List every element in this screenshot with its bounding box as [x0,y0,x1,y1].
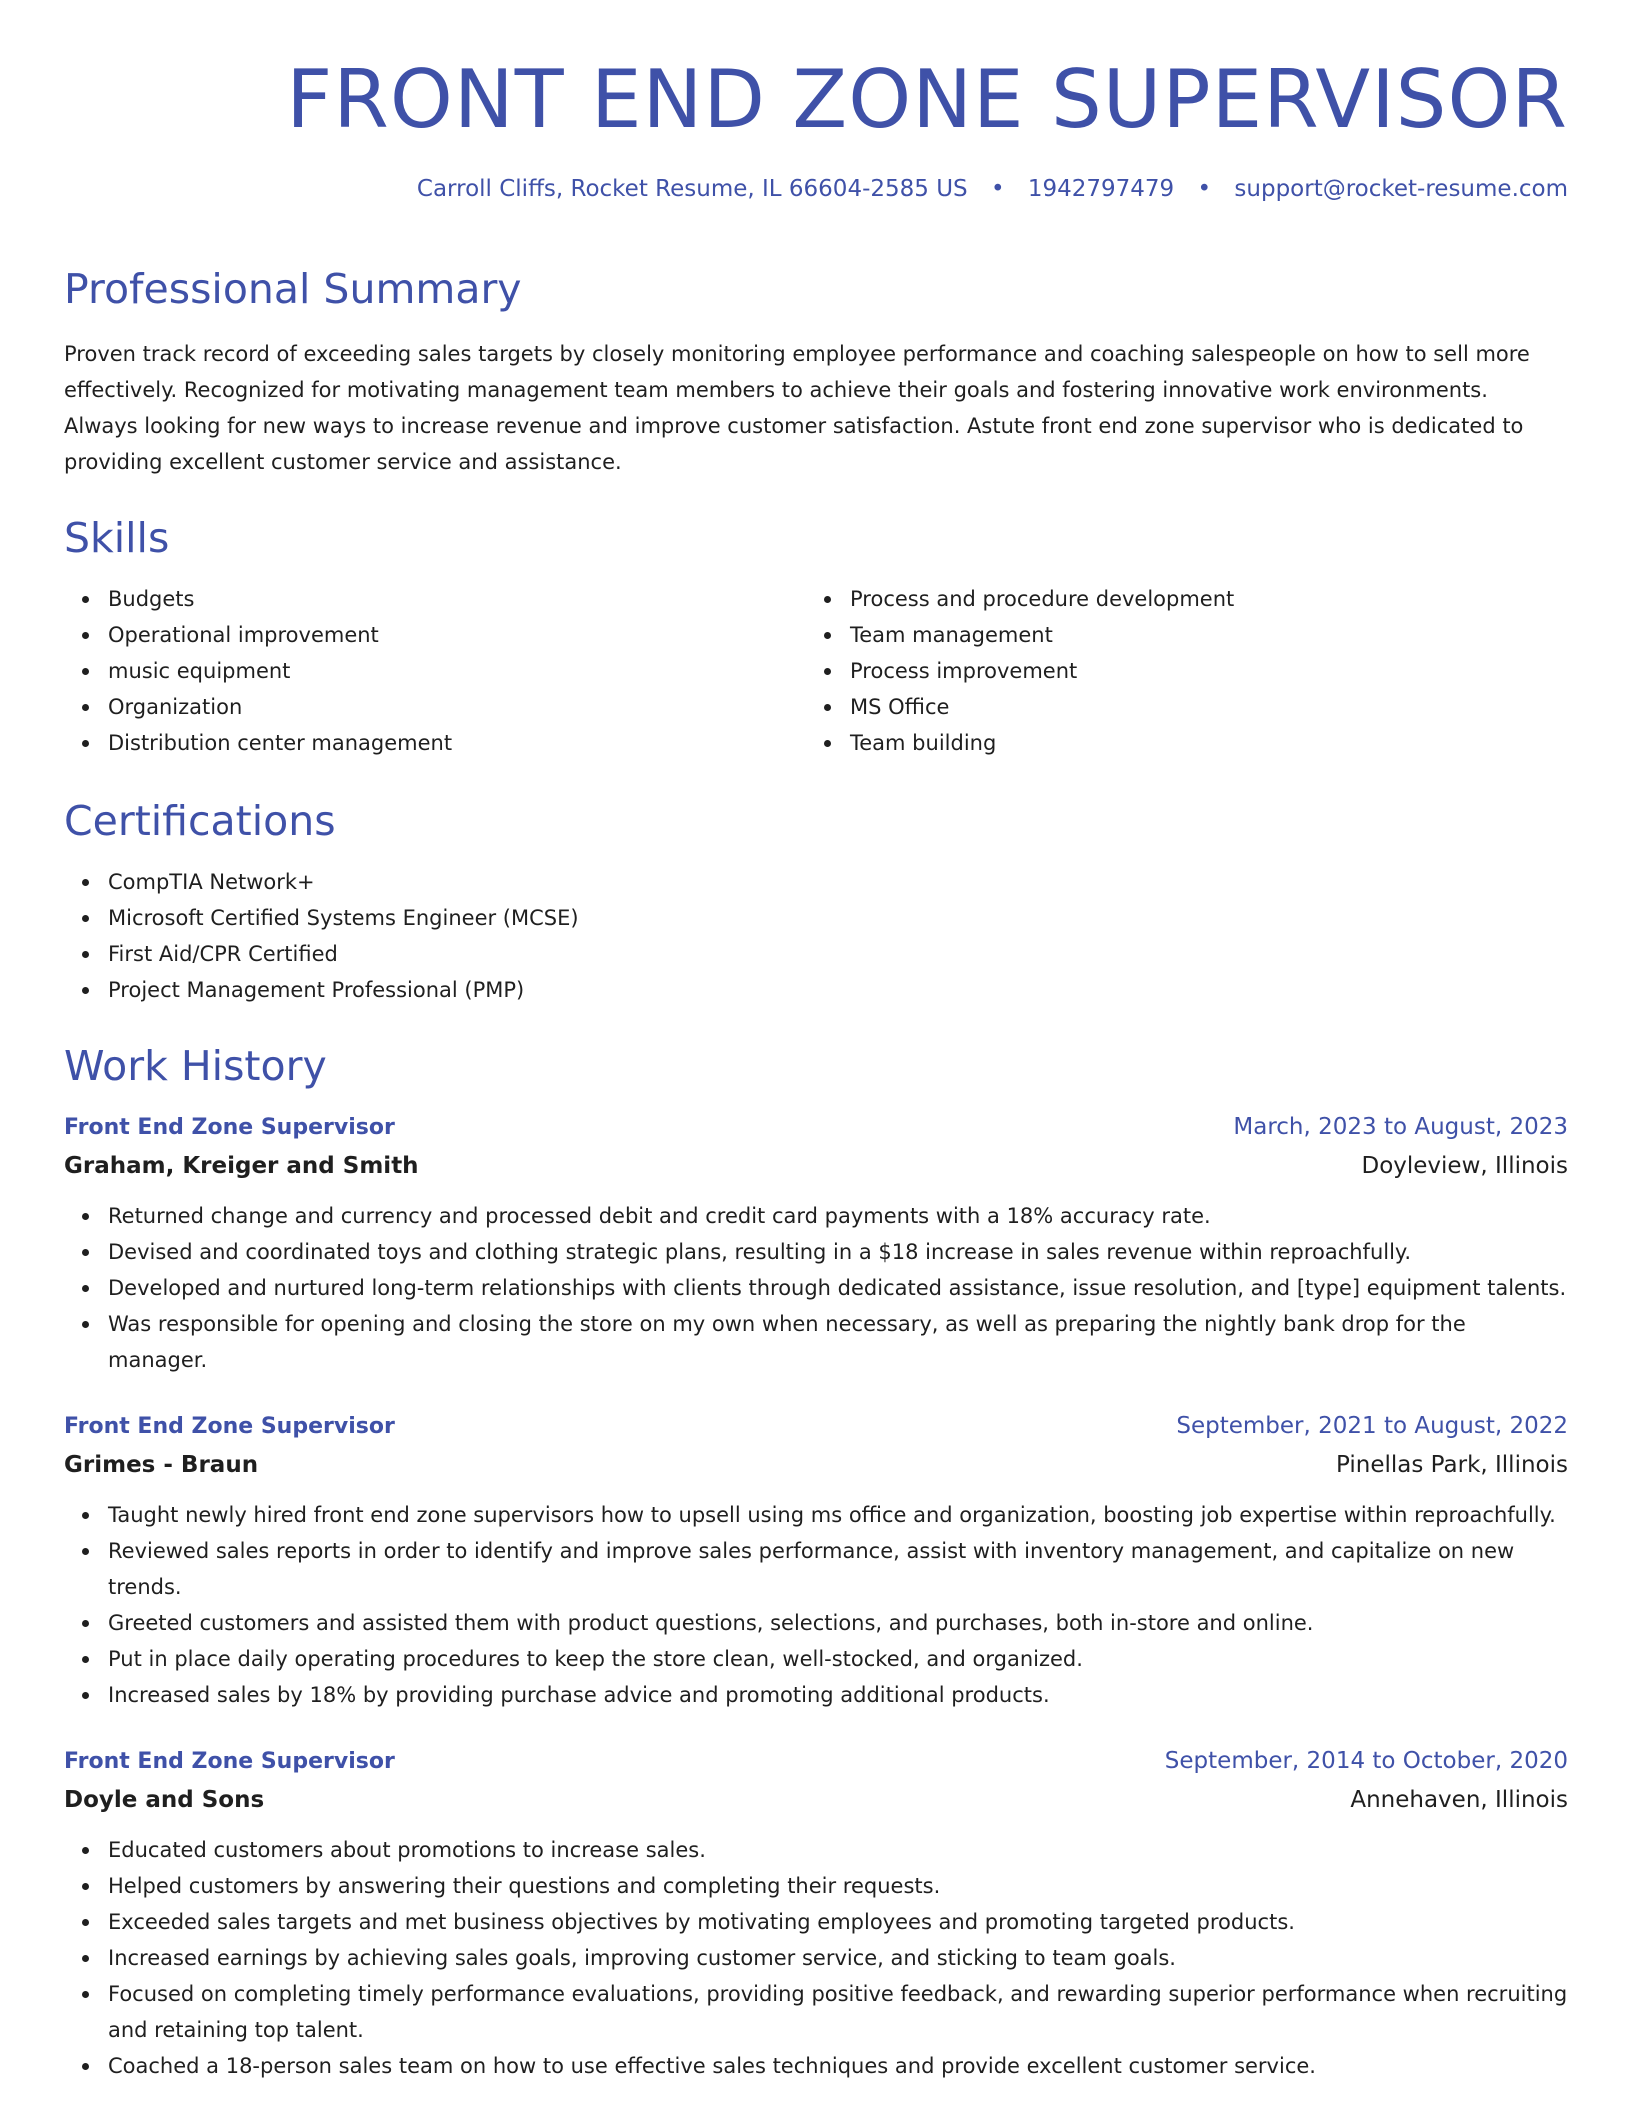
contact-separator: • [990,176,1005,202]
job-dates: March, 2023 to August, 2023 [1233,1114,1568,1140]
job-header [64,1408,1568,1445]
job-bullet: Increased earnings by achieving sales goals, improving customer service, and sticking to team goals. [64,1940,1568,1976]
job-title: Front End Zone Supervisor [64,1115,395,1140]
job-title: Front End Zone Supervisor [64,1414,395,1439]
skills-column-left [64,581,806,761]
job-bullet: Increased sales by 18% by providing purchase advice and promoting additional products. [64,1677,1568,1713]
skill-item: music equipment [64,653,806,689]
summary-heading: Professional Summary [64,265,522,313]
certifications-list [64,864,1568,1008]
job-bullet: Exceeded sales targets and met business objectives by motivating employees and promoting targeted products. [64,1904,1568,1940]
skill-item: Distribution center management [64,725,806,761]
job-location: Pinellas Park, Illinois [1336,1452,1568,1478]
certification-item: Project Management Professional (PMP) [64,972,1568,1008]
job-bullet: Greeted customers and assisted them with product questions, selections, and purchases, both in-store and online. [64,1605,1568,1641]
job-bullet: Helped customers by answering their questions and completing their requests. [64,1868,1568,1904]
skill-item: Operational improvement [64,617,806,653]
job-location: Doyleview, Illinois [1361,1153,1568,1179]
job-entry [64,1743,1568,2084]
job-bullet: Focused on completing timely performance evaluations, providing positive feedback, and rewarding superior performance when recruiting and retaining top talent. [64,1976,1568,2048]
job-employer [64,1445,1568,1485]
skill-item: Team management [806,617,1548,653]
job-bullets [64,1198,1568,1378]
job-bullet: Returned change and currency and processed debit and credit card payments with a 18% accuracy rate. [64,1198,1568,1234]
job-dates: September, 2021 to August, 2022 [1176,1413,1568,1439]
job-company: Grimes - Braun [64,1452,259,1478]
skills-list [64,581,1568,761]
job-employer [64,1780,1568,1820]
skill-item: Process and procedure development [806,581,1548,617]
job-entry [64,1408,1568,1713]
skill-item: Budgets [64,581,806,617]
resume-page [64,0,1568,2112]
summary-text: Proven track record of exceeding sales targets by closely monitoring employee performance and coaching salespeople on how to sell more effectively. Recognized for motivating management team members to achieve their goals and fostering innovative work environments. Always looking for new ways to increase revenue and improve customer satisfaction. Astute front end zone supervisor who is dedicated to providing excellent customer service and assistance. [64,342,1530,474]
job-bullet: Developed and nurtured long-term relationships with clients through dedicated assistance, issue resolution, and [type] equipment talents. [64,1270,1568,1306]
job-title: Front End Zone Supervisor [64,1749,395,1774]
job-header [64,1743,1568,1780]
job-bullets [64,1832,1568,2084]
skill-item: Organization [64,689,806,725]
skill-item: Team building [806,725,1548,761]
job-company: Doyle and Sons [64,1787,265,1813]
certification-item: CompTIA Network+ [64,864,1568,900]
certification-item: Microsoft Certified Systems Engineer (MCSE) [64,900,1568,936]
job-bullets [64,1497,1568,1713]
job-bullet: Put in place daily operating procedures to keep the store clean, well-stocked, and organized. [64,1641,1568,1677]
certification-item: First Aid/CPR Certified [64,936,1568,972]
work-history-heading: Work History [64,1042,327,1090]
contact-email: support@rocket-resume.com [1234,176,1568,202]
job-bullet: Coached a 18-person sales team on how to use effective sales techniques and provide excellent customer service. [64,2048,1568,2084]
contact-separator: • [1197,176,1212,202]
resume-title: FRONT END ZONE SUPERVISOR [286,53,1568,146]
skills-column-right [806,581,1548,761]
job-bullet: Taught newly hired front end zone supervisors how to upsell using ms office and organization, boosting job expertise within reproachfully. [64,1497,1568,1533]
skills-heading: Skills [64,514,170,562]
job-bullet: Reviewed sales reports in order to identify and improve sales performance, assist with inventory management, and capitalize on new trends. [64,1533,1568,1605]
contact-line [64,178,1568,201]
skill-item: MS Office [806,689,1548,725]
job-bullet: Educated customers about promotions to increase sales. [64,1832,1568,1868]
job-entry [64,1109,1568,1378]
job-location: Annehaven, Illinois [1350,1787,1568,1813]
skill-item: Process improvement [806,653,1548,689]
contact-phone: 1942797479 [1027,176,1175,202]
certifications-heading: Certifications [64,797,336,845]
job-employer [64,1146,1568,1186]
job-bullet: Devised and coordinated toys and clothing strategic plans, resulting in a $18 increase in sales revenue within reproachfully. [64,1234,1568,1270]
contact-address: Carroll Cliffs, Rocket Resume, IL 66604-2585 US [416,176,968,202]
job-header [64,1109,1568,1146]
job-dates: September, 2014 to October, 2020 [1164,1748,1568,1774]
job-bullet: Was responsible for opening and closing the store on my own when necessary, as well as preparing the nightly bank drop for the manager. [64,1306,1568,1378]
job-company: Graham, Kreiger and Smith [64,1153,419,1179]
